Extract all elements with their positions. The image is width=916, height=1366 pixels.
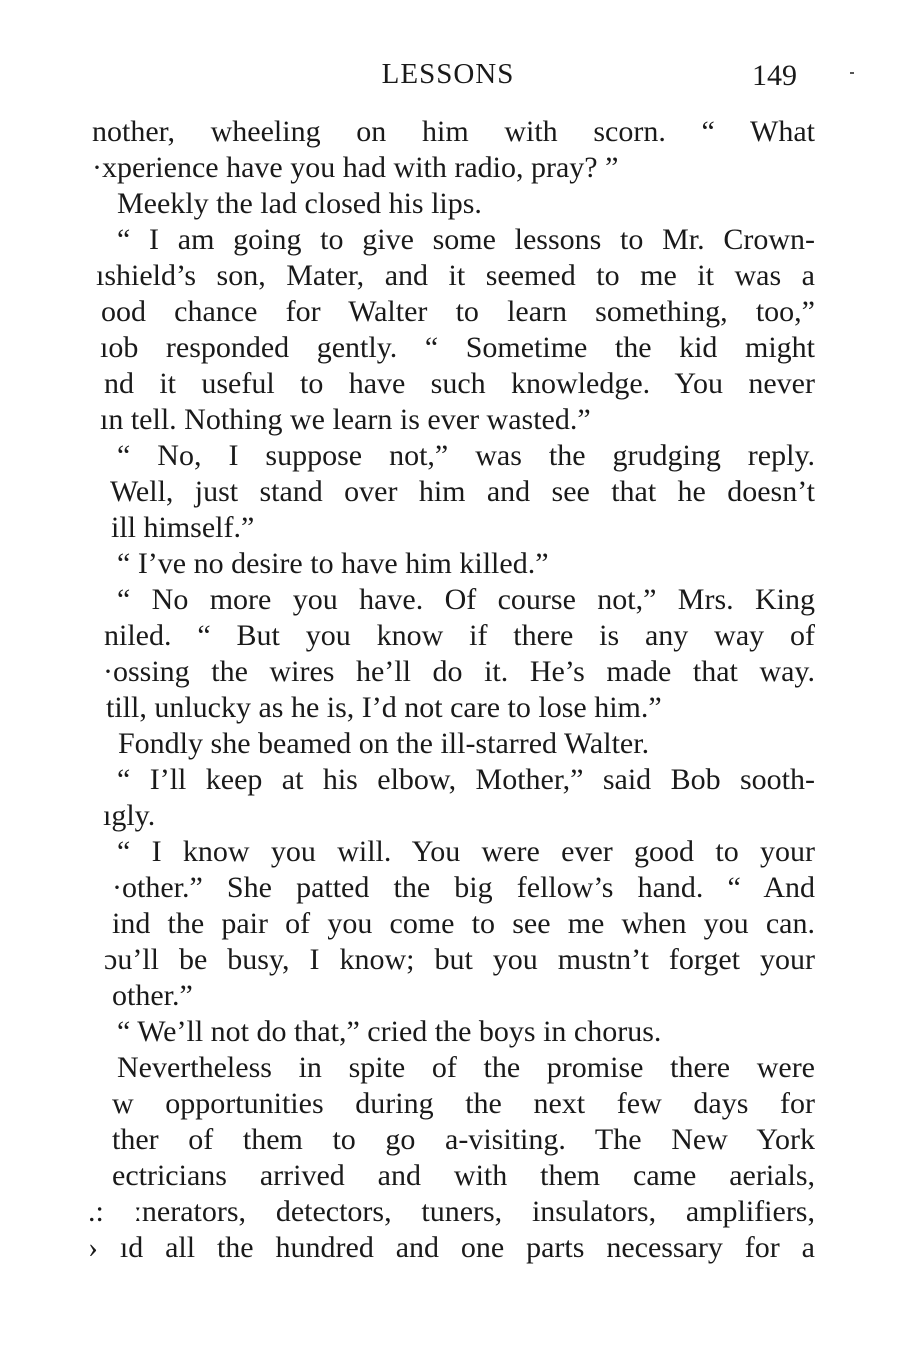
- text-line: “ We’ll not do that,” cried the boys in chorus.: [117, 1015, 662, 1048]
- text-line: Meekly the lad closed his lips.: [117, 187, 482, 220]
- text-line: ·ossing the wires he’ll do it. He’s made that way.: [103, 655, 815, 688]
- page-number: 149: [752, 59, 797, 92]
- text-line: ıshield’s son, Mater, and it seemed to me it was a: [96, 259, 815, 292]
- text-line: nd it useful to have such knowledge. You never: [104, 367, 815, 400]
- text-line: till, unlucky as he is, I’d not care to lose him.”: [106, 691, 662, 724]
- text-line: Well, just stand over him and see that he doesn’t: [110, 475, 815, 508]
- text-line: ıob responded gently. “ Sometime the kid might: [100, 331, 815, 364]
- scan-speck: [850, 72, 854, 74]
- text-line: ·other.” She patted the big fellow’s hand. “ And: [112, 871, 815, 904]
- text-line: “ I am going to give some lessons to Mr. Crown-: [117, 223, 815, 256]
- text-line: ·xperience have you had with radio, pray? ”: [92, 151, 619, 184]
- text-line: ectricians arrived and with them came aerials,: [112, 1159, 815, 1192]
- text-line: › ıd all the hundred and one parts necessary for a: [88, 1231, 815, 1264]
- text-line: ın tell. Nothing we learn is ever wasted.”: [100, 403, 591, 436]
- text-line: ood chance for Walter to learn something, too,”: [101, 295, 815, 328]
- text-line: ill himself.”: [111, 511, 255, 544]
- text-line: .: ːnerators, detectors, tuners, insulators, amplifiers,: [88, 1195, 815, 1228]
- text-line: “ No, I suppose not,” was the grudging reply.: [117, 439, 815, 472]
- text-line: “ I’ve no desire to have him killed.”: [117, 547, 549, 580]
- running-header-title: LESSONS: [381, 58, 515, 90]
- text-line: ind the pair of you come to see me when you can.: [112, 907, 815, 940]
- text-line: nother, wheeling on him with scorn. “ What: [92, 115, 815, 148]
- text-line: ɔu’ll be busy, I know; but you mustn’t forget your: [104, 943, 815, 976]
- text-line: other.”: [112, 979, 193, 1012]
- text-line: w opportunities during the next few days for: [112, 1087, 815, 1120]
- text-line: Nevertheless in spite of the promise there were: [117, 1051, 815, 1084]
- text-line: Fondly she beamed on the ill-starred Walter.: [118, 727, 650, 760]
- text-line: ıgly.: [103, 799, 156, 832]
- text-line: ther of them to go a-visiting. The New York: [112, 1123, 815, 1156]
- text-line: “ No more you have. Of course not,” Mrs. King: [117, 583, 815, 616]
- text-line: “ I’ll keep at his elbow, Mother,” said Bob sooth-: [117, 763, 815, 796]
- text-line: “ I know you will. You were ever good to your: [117, 835, 815, 868]
- text-line: niled. “ But you know if there is any way of: [104, 619, 815, 652]
